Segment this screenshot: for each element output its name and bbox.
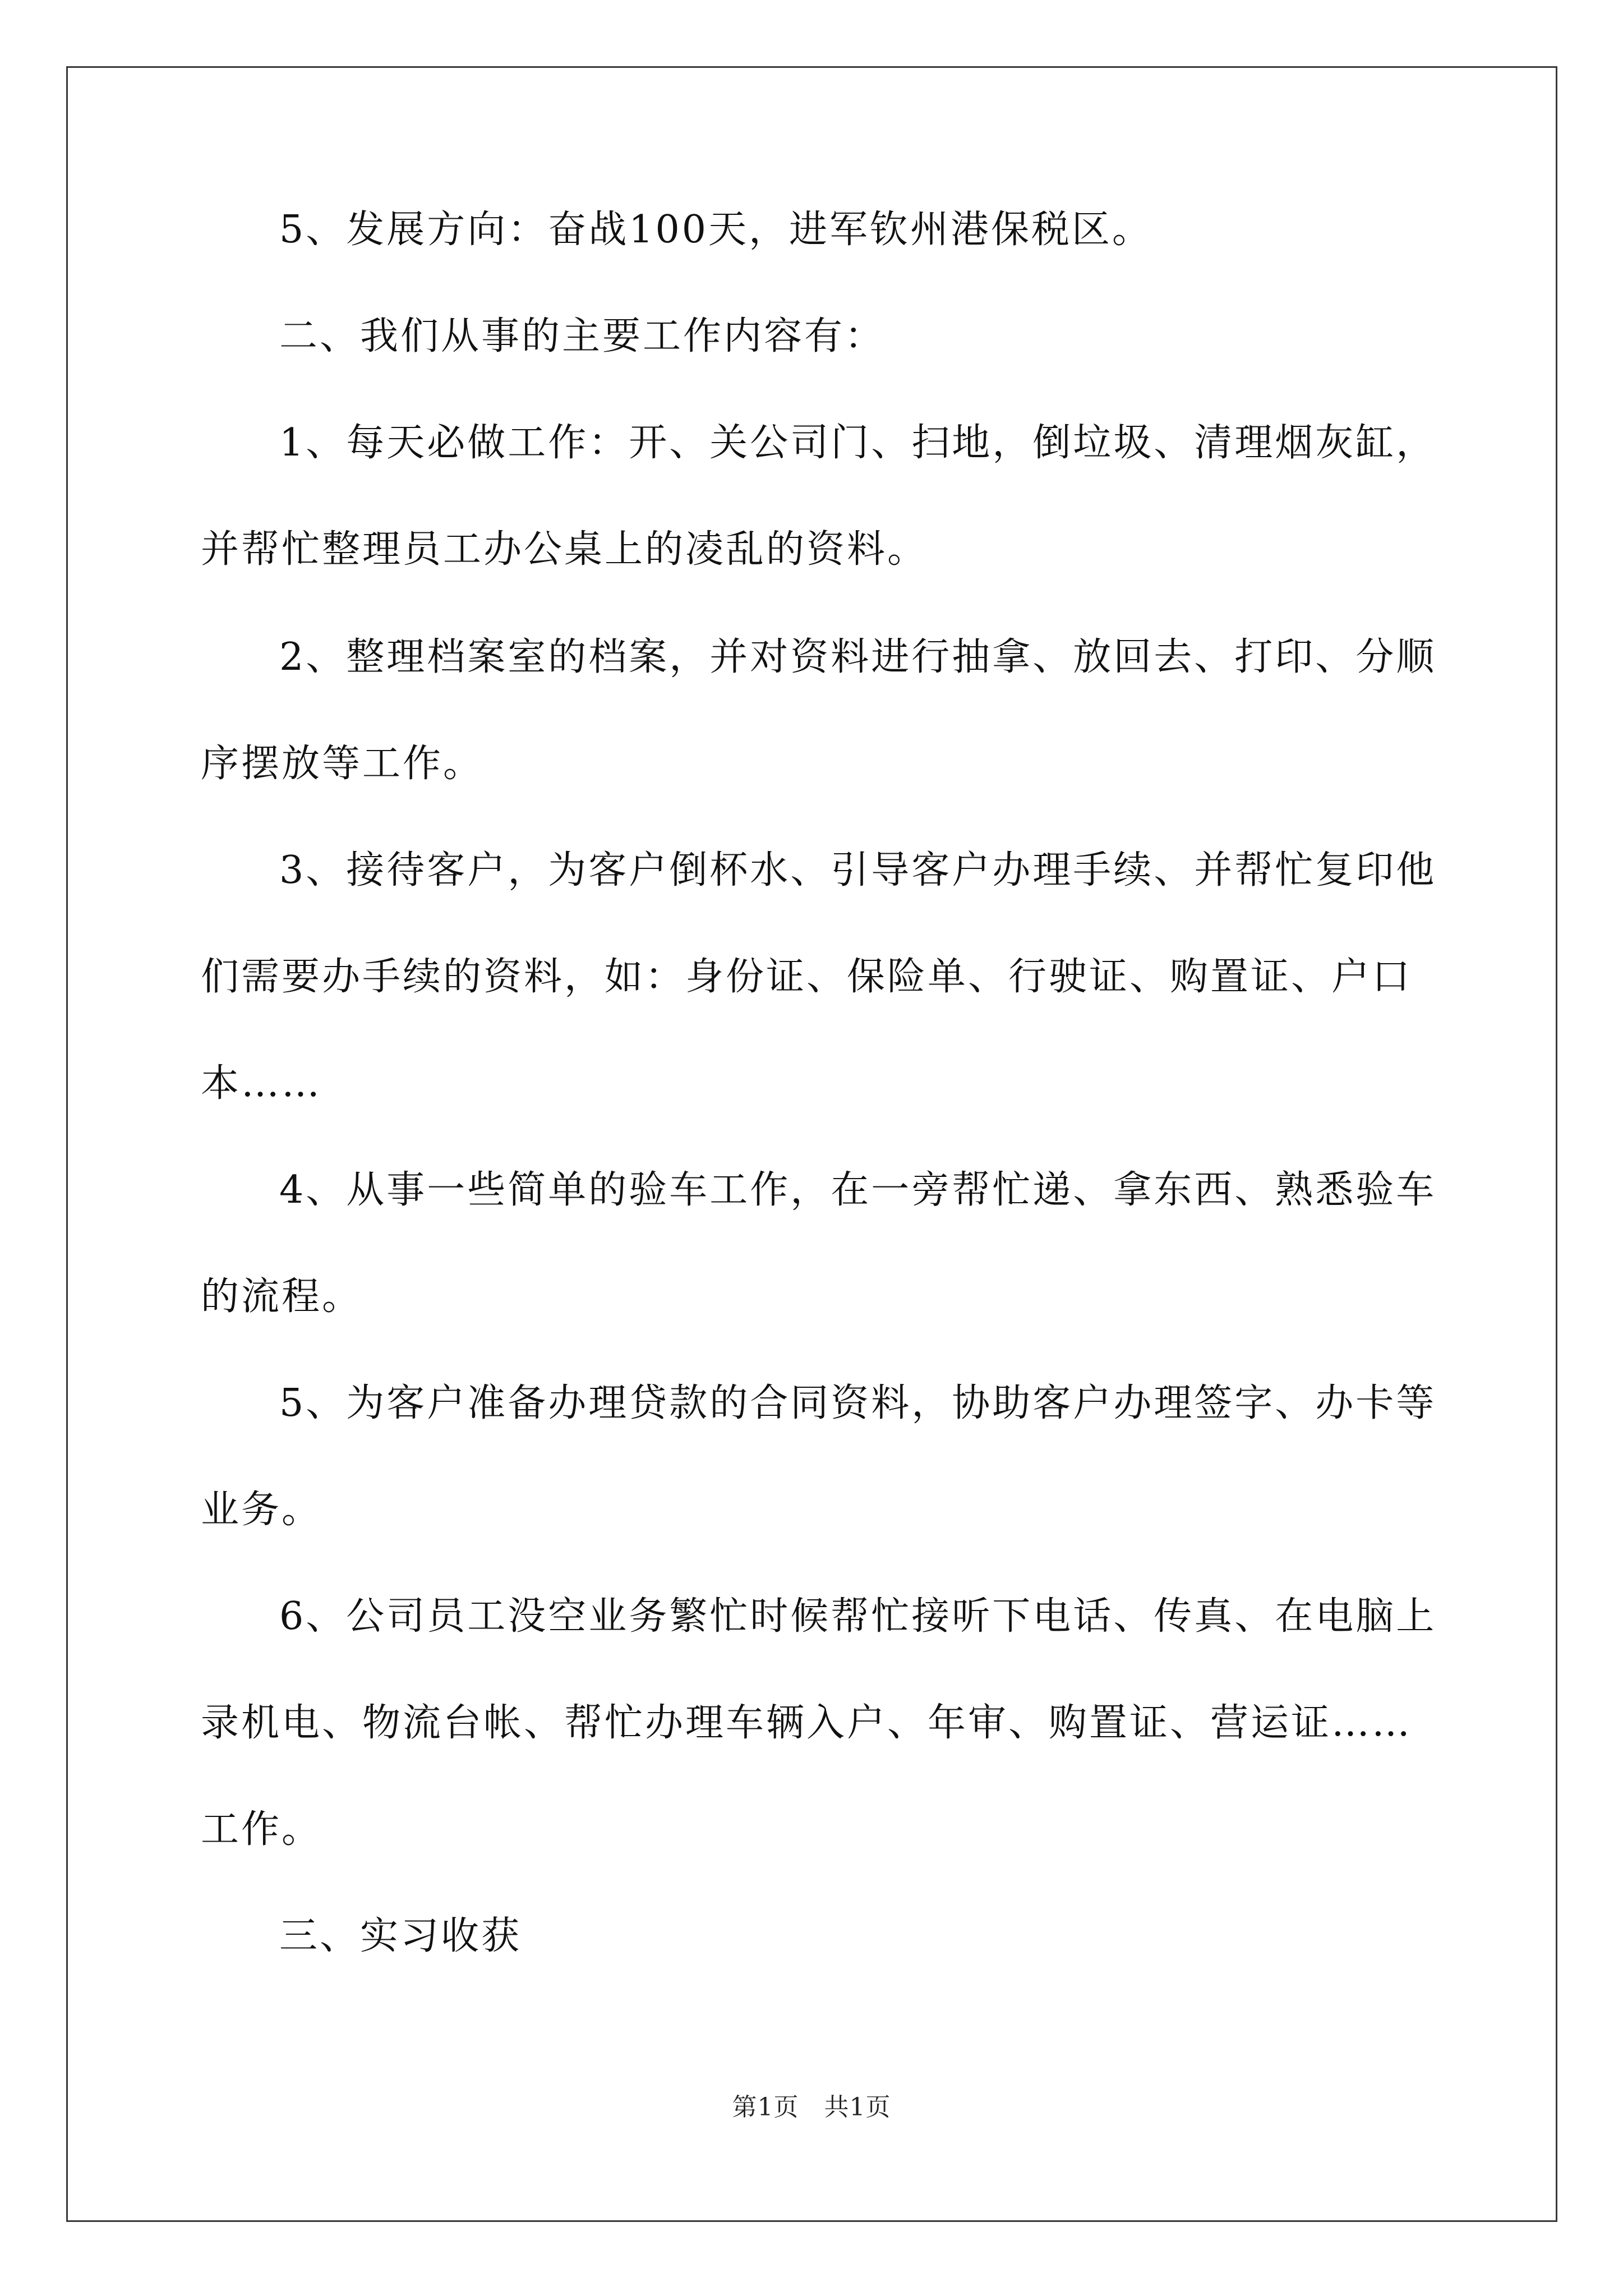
paragraph-office-line-3: 工作。 bbox=[201, 1807, 322, 1852]
paragraph-reception-line-2: 们需要办手续的资料，如：身份证、保险单、行驶证、购置证、户口 bbox=[201, 955, 1413, 999]
paragraph-archive-line-1: 2、整理档案室的档案，并对资料进行抽拿、放回去、打印、分顺 bbox=[279, 635, 1437, 679]
paragraph-development-direction: 5、发展方向：奋战100天，进军钦州港保税区。 bbox=[279, 208, 1153, 252]
page-footer: 第1页 共1页 bbox=[732, 2093, 891, 2122]
paragraph-inspection-line-1: 4、从事一些简单的验车工作，在一旁帮忙递、拿东西、熟悉验车 bbox=[279, 1168, 1437, 1212]
paragraph-inspection-line-2: 的流程。 bbox=[201, 1274, 363, 1319]
paragraph-loan-line-2: 业务。 bbox=[201, 1488, 322, 1532]
paragraph-office-line-2: 录机电、物流台帐、帮忙办理车辆入户、年审、购置证、营运证…… bbox=[201, 1701, 1413, 1745]
paragraph-archive-line-2: 序摆放等工作。 bbox=[201, 742, 484, 786]
page-border bbox=[66, 66, 1557, 2222]
paragraph-reception-line-1: 3、接待客户，为客户倒杯水、引导客户办理手续、并帮忙复印他 bbox=[279, 848, 1437, 892]
paragraph-daily-work-line-1: 1、每天必做工作：开、关公司门、扫地，倒垃圾、清理烟灰缸， bbox=[279, 421, 1437, 465]
paragraph-loan-line-1: 5、为客户准备办理贷款的合同资料，协助客户办理签字、办卡等 bbox=[279, 1381, 1437, 1425]
paragraph-daily-work-line-2: 并帮忙整理员工办公桌上的凌乱的资料。 bbox=[201, 527, 928, 572]
paragraph-reception-line-3: 本…… bbox=[201, 1061, 322, 1106]
section-heading-work-content: 二、我们从事的主要工作内容有： bbox=[279, 314, 886, 358]
paragraph-office-line-1: 6、公司员工没空业务繁忙时候帮忙接听下电话、传真、在电脑上 bbox=[279, 1594, 1437, 1639]
section-heading-internship-gains: 三、实习收获 bbox=[279, 1914, 522, 1958]
